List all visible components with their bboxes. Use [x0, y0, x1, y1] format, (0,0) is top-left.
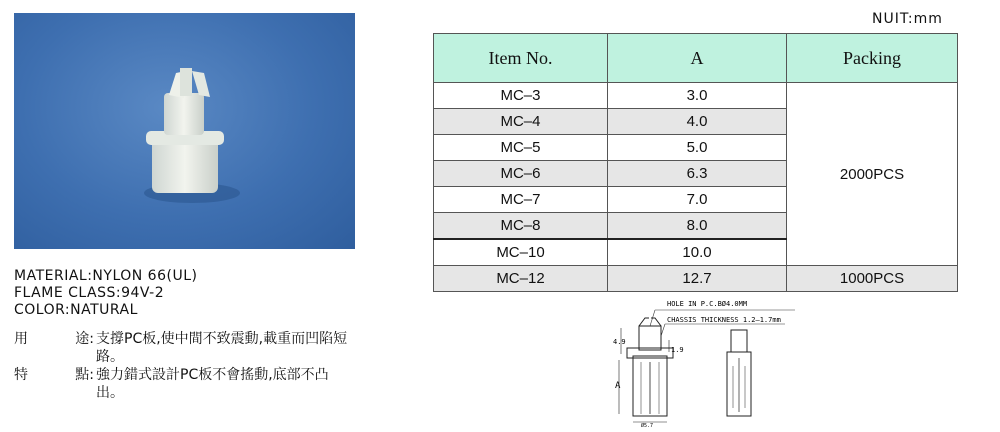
table-row: [434, 266, 958, 292]
flame-class-text: FLAME CLASS:94V-2: [14, 285, 165, 301]
use-label-1: 用: [14, 331, 28, 347]
use-text: 支撐PC板,使中間不致震動,載重而凹陷短路。: [96, 331, 348, 365]
product-photo: [14, 13, 355, 249]
nylon-spacer-image: [14, 13, 355, 249]
a-cell: 4.0: [608, 109, 787, 135]
item-cell: MC–3: [434, 83, 608, 109]
technical-drawing: [605, 296, 815, 432]
table-row: [434, 83, 958, 109]
feature-label-1: 特: [14, 367, 28, 383]
header-packing: Packing: [787, 34, 958, 83]
material-text: MATERIAL:NYLON 66(UL): [14, 268, 198, 284]
a-cell: 10.0: [608, 239, 787, 266]
item-cell: MC–10: [434, 239, 608, 266]
item-cell: MC–4: [434, 109, 608, 135]
a-cell: 7.0: [608, 187, 787, 213]
feature-label-2: 點:: [75, 367, 94, 383]
chassis-label: CHASSIS THICKNESS 1.2–1.7mm: [667, 316, 781, 324]
item-cell: MC–7: [434, 187, 608, 213]
dim-4-9-label: 4.9: [613, 338, 626, 346]
packing-cell: 1000PCS: [787, 266, 958, 292]
a-cell: 12.7: [608, 266, 787, 292]
feature-text: 強力錯式設計PC板不會搖動,底部不凸出。: [96, 367, 329, 401]
dim-1-9-label: 1.9: [671, 346, 684, 354]
spec-table: [433, 33, 958, 292]
unit-label: NUIT:mm: [872, 11, 943, 27]
material-specifications: [14, 268, 197, 319]
a-cell: 6.3: [608, 161, 787, 187]
use-row: [14, 330, 356, 366]
table-header-row: [434, 34, 958, 83]
item-cell: MC–12: [434, 266, 608, 292]
a-cell: 3.0: [608, 83, 787, 109]
item-cell: MC–5: [434, 135, 608, 161]
dim-bottom-label: Ø5.7: [641, 423, 654, 428]
item-cell: MC–8: [434, 213, 608, 240]
spacer-dimension-diagram: [605, 296, 815, 428]
item-cell: MC–6: [434, 161, 608, 187]
a-cell: 5.0: [608, 135, 787, 161]
dim-a-label: A: [615, 381, 621, 391]
a-cell: 8.0: [608, 213, 787, 240]
usage-section: [14, 330, 356, 402]
feature-row: [14, 366, 356, 402]
header-item-no: Item No.: [434, 34, 608, 83]
packing-cell: 2000PCS: [787, 83, 958, 266]
use-label-2: 途:: [75, 331, 94, 347]
color-text: COLOR:NATURAL: [14, 302, 138, 318]
header-a: A: [608, 34, 787, 83]
hole-label: HOLE IN P.C.BØ4.0MM: [667, 300, 748, 308]
